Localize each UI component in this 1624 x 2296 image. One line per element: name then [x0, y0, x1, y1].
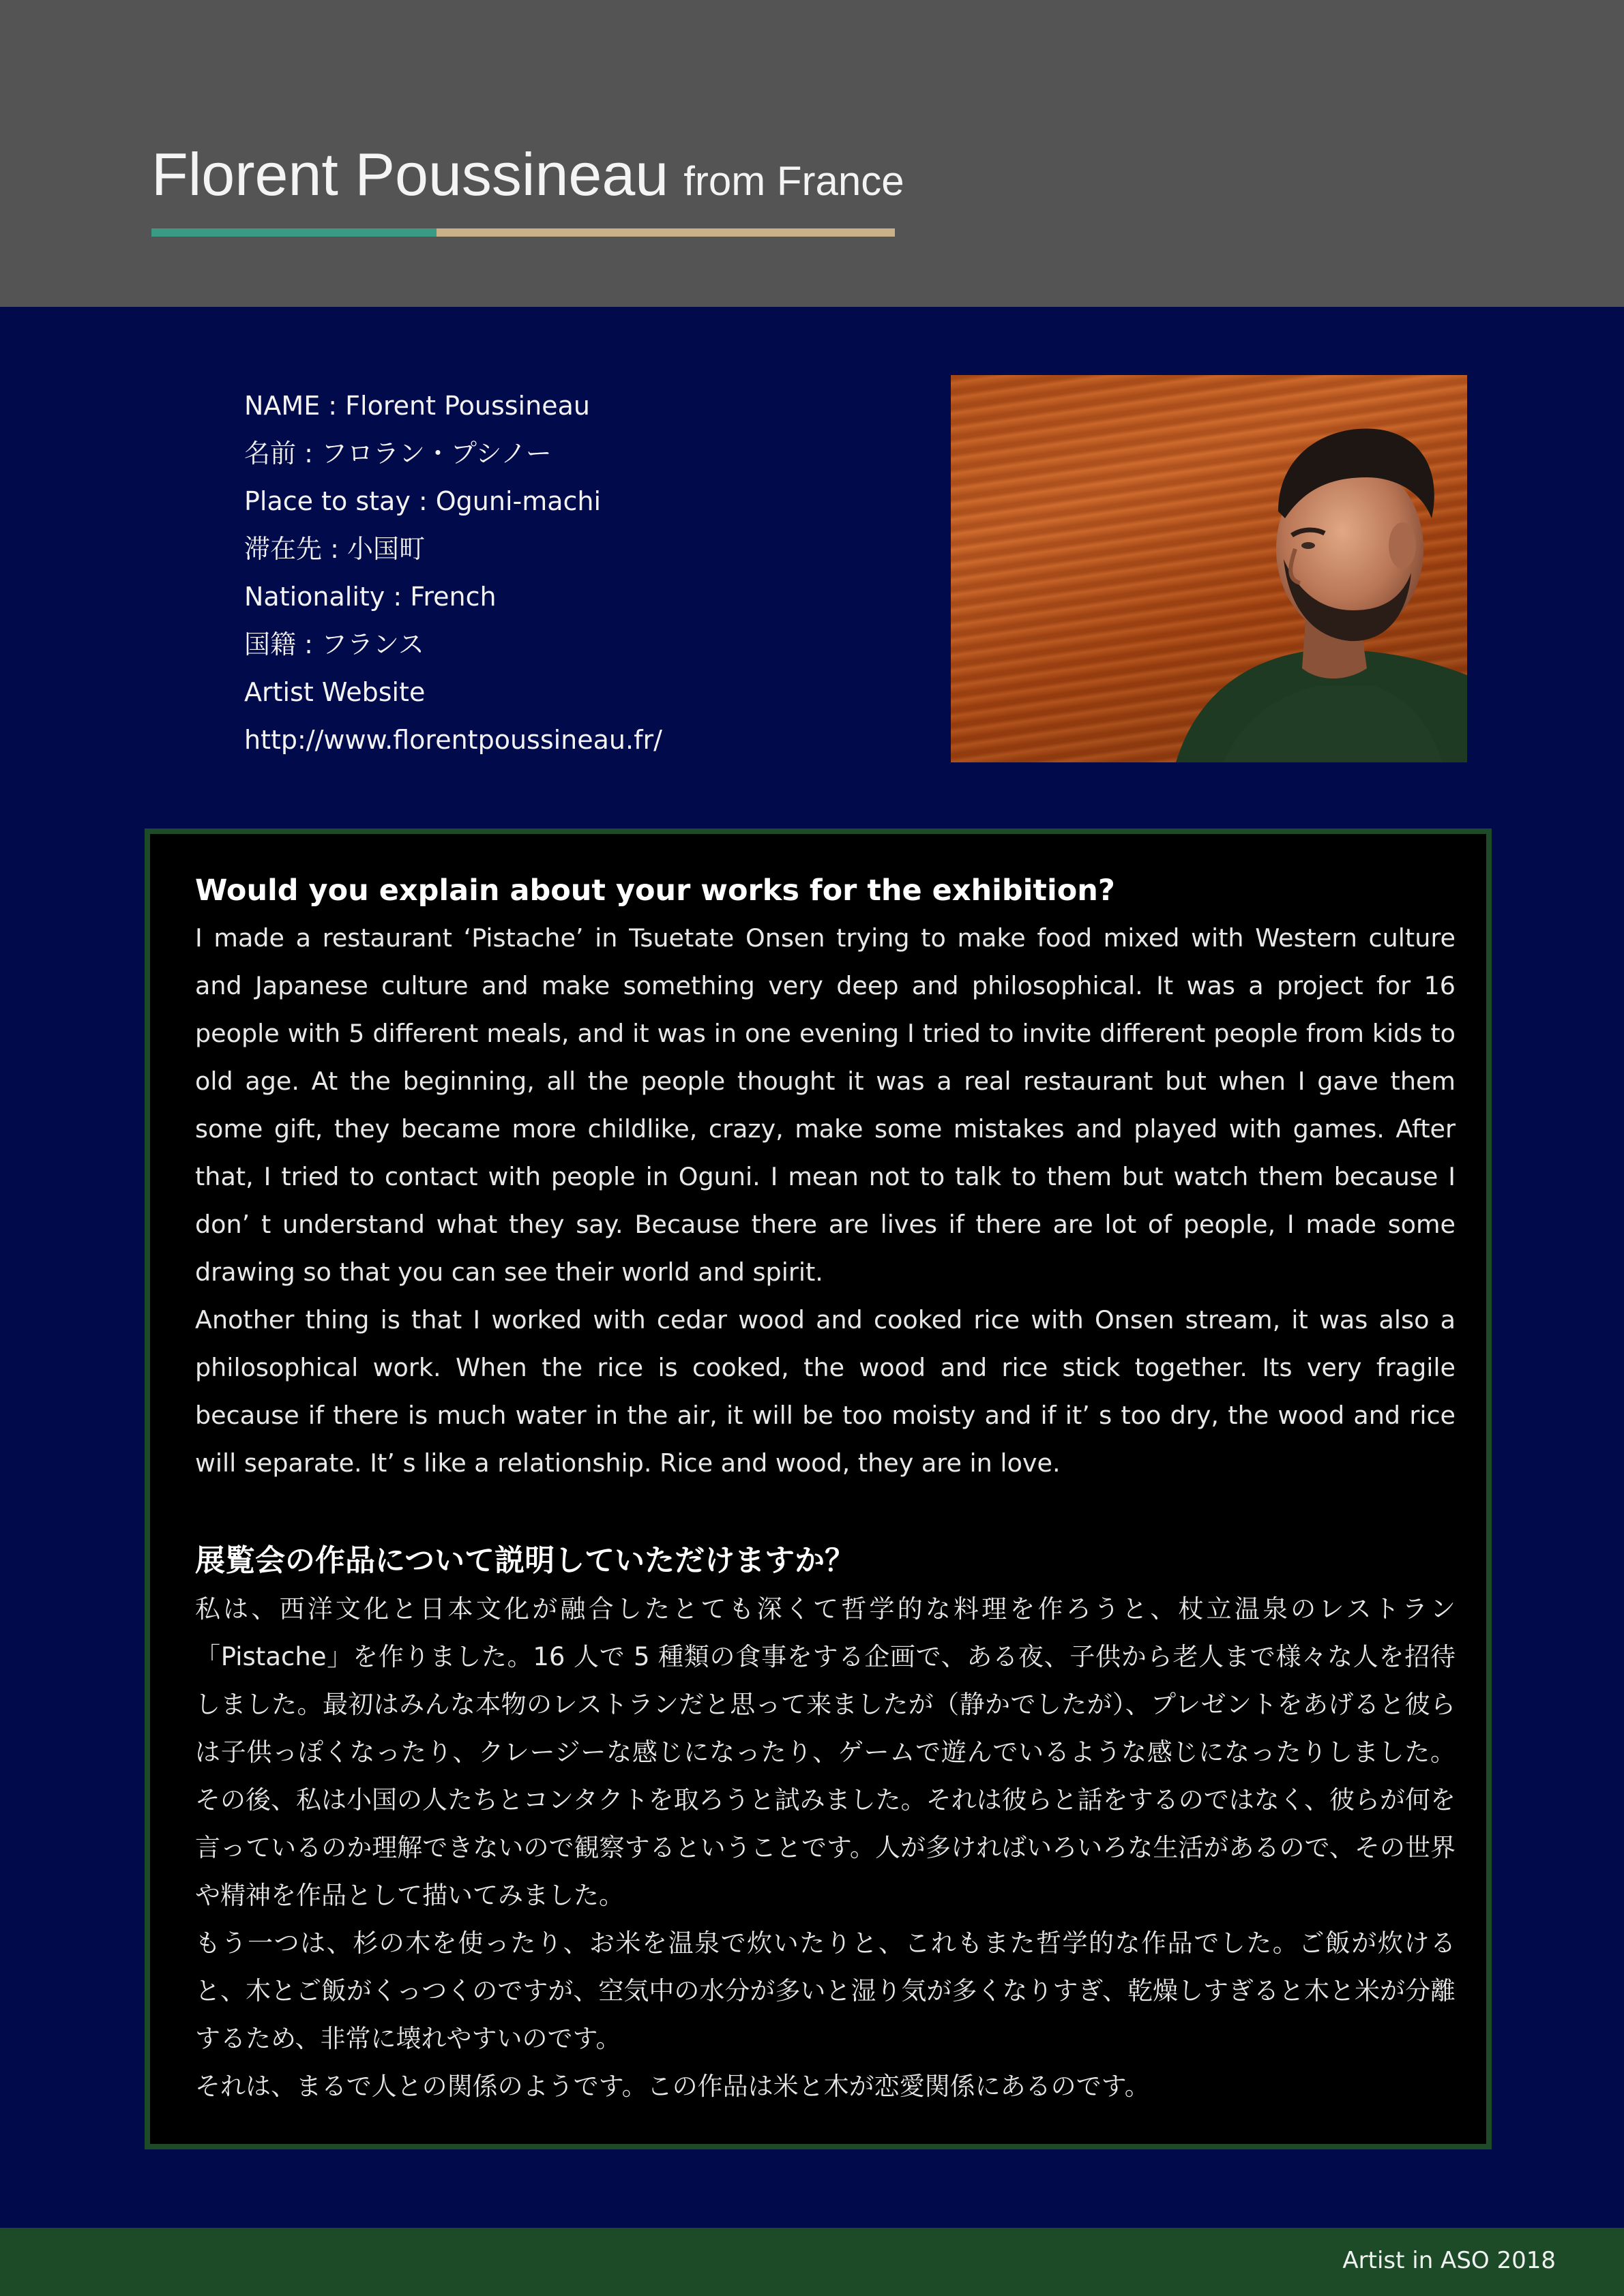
- info-website-label: Artist Website: [244, 677, 426, 707]
- page-title: [151, 140, 904, 209]
- answer-japanese-paragraph-3: それは、まるで人との関係のようです。この作品は米と木が恋愛関係にあるのです。: [195, 2072, 1150, 2101]
- interview-content: [195, 867, 1456, 2111]
- footer-bar: [0, 2228, 1624, 2296]
- title-underline-tan: [437, 228, 895, 237]
- artist-info: [244, 382, 662, 764]
- answer-english-paragraph-1: I made a restaurant ‘Pistache’ in Tsuetate Onsen trying to make food mixed with Western culture and Japanese culture and make something very deep and philosophical. It was a project for 16 people with 5 different meals, and it was in one evening I tried to invite different people from kids to old age. At the beginning, all the people thought it was a real restaurant but when I gave them some gift, they became more childlike, crazy, make some mistakes and played with games. After that, I tried to contact with people in Oguni. I mean not to talk to them but watch them because I don’ t understand what they say. Because there are lives if there are lot of people, I made some drawing so that you can see their world and spirit.: [195, 923, 1456, 1287]
- portrait-illustration: [951, 375, 1467, 762]
- info-name-jp: 名前 : フロラン・プシノー: [244, 438, 552, 468]
- artist-portrait-photo: [951, 375, 1467, 762]
- info-nationality-jp: 国籍 : フランス: [244, 629, 424, 659]
- info-nationality-en: Nationality : French: [244, 582, 497, 612]
- info-place-jp: 滞在先 : 小国町: [244, 534, 425, 564]
- question-japanese: 展覧会の作品について説明していただけますか？: [195, 1543, 855, 1578]
- title-underline-green: [151, 228, 437, 237]
- info-website-link[interactable]: http://www.florentpoussineau.fr/: [244, 725, 662, 755]
- question-english: Would you explain about your works for the exhibition?: [195, 874, 1115, 908]
- info-name-en: NAME : Florent Poussineau: [244, 391, 590, 421]
- info-place-en: Place to stay : Oguni-machi: [244, 486, 602, 516]
- interview-box: [145, 829, 1492, 2149]
- artist-origin-title: from France: [683, 158, 904, 204]
- answer-japanese-paragraph-2: もう一つは、杉の木を使ったり、お米を温泉で炊いたりと、これもまた哲学的な作品でした。ご飯が炊けると、木とご飯がくっつくのですが、空気中の水分が多いと湿り気が多くなりすぎ、乾燥しすぎると木と米が分離するため、非常に壊れやすいのです。: [195, 1928, 1456, 2053]
- footer-program-label: Artist in ASO 2018: [1342, 2247, 1556, 2274]
- section-spacer: [195, 1487, 1456, 1536]
- answer-english-paragraph-2: Another thing is that I worked with cedar wood and cooked rice with Onsen stream, it was also a philosophical work. When the rice is cooked, the wood and rice stick together. Its very fragile because if there is much water in the air, it will be too moisty and if it’ s too dry, the wood and rice will separate. It’ s like a relationship. Rice and wood, they are in love.: [195, 1305, 1456, 1478]
- artist-name-title: Florent Poussineau: [151, 140, 669, 208]
- answer-japanese-paragraph-1: 私は、西洋文化と日本文化が融合したとても深くて哲学的な料理を作ろうと、杖立温泉のレストラン「Pistache」を作りました。16 人で 5 種類の食事をする企画で、ある夜、子供から老人まで様々な人を招待しました。最初はみんな本物のレストランだと思って来ましたが（静かでしたが）、プレゼントをあげると彼らは子供っぽくなったり、クレージーな感じになったり、ゲームで遊んでいるような感じになったりしました。その後、私は小国の人たちとコンタクトを取ろうと試みました。それは彼らと話をするのではなく、彼らが何を言っているのか理解できないので観察するということです。人が多ければいろいろな生活があるので、その世界や精神を作品として描いてみました。: [195, 1594, 1456, 1910]
- header-banner: [0, 0, 1624, 307]
